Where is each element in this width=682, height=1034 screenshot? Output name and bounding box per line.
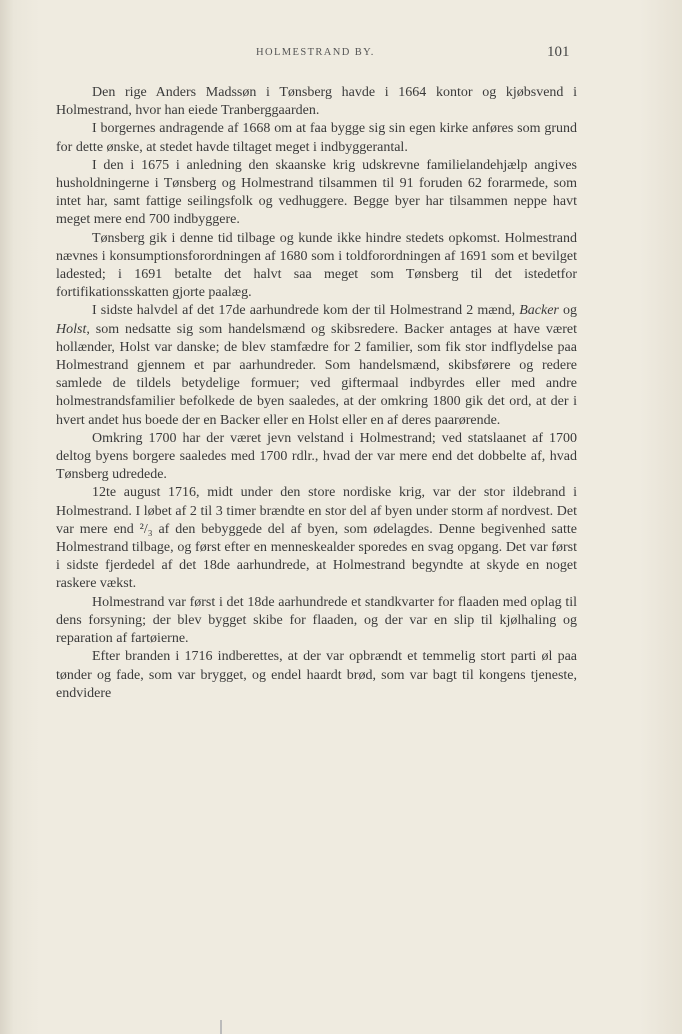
paragraph: 12te august 1716, midt under den store nordiske krig, var der stor ildebrand i Holmestrand. I løbet af 2 til 3 timer brændte en stor del af byen under storm af nordvest. Det var mere end ²/₃ af den bebyggede del af byen, som ødelagdes. Denne begivenhed satte Holmestrand tilbage, og først efter en menneskealder sporedes en svag opgang. Det var først i sidste fjerdedel af det 18de aarhundrede, at Holmestrand begyndte at skyde en noget raskere vækst. — [56, 485, 577, 592]
name-holst: Holst — [56, 321, 87, 337]
paragraph: Tønsberg gik i denne tid tilbage og kunde ikke hindre stedets opkomst. Holmestrand nævnes i konsumptionsforordningen af 1680 som i toldforordningen af 1691 som et bevilget ladested; i 1691 betalte det halvt saa meget som Tønsberg til det istedetfor fortifikationsskatten gjorte paalæg. — [56, 230, 577, 301]
paragraph: Den rige Anders Madssøn i Tønsberg havde i 1664 kontor og kjøbsvend i Holmestrand, hvor han eiede Tranberggaarden. — [56, 85, 577, 119]
paragraph: Holmestrand var først i det 18de aarhundrede et standkvarter for flaaden med oplag til dens forsyning; der blev bygget skibe for flaaden, og der var en slip til kjølhaling og reparation af fartøierne. — [56, 594, 577, 647]
body-text — [56, 84, 577, 703]
paragraph: Omkring 1700 har der været jevn velstand i Holmestrand; ved statslaanet af 1700 deltog byens borgere saaledes med 1700 rdlr., hvad der var mere end det dobbelte af, hvad Tønsberg udredede. — [56, 430, 577, 483]
running-head: HOLMESTRAND BY. — [256, 47, 375, 58]
paragraph: I den i 1675 i anledning den skaanske krig udskrevne familielandehjælp angives husholdningerne i Tønsberg og Holmestrand tilsammen til 91 foruden 62 forarmede, som intet har, samt fattige seilingsfolk og vedhuggere. Begge byer har tilsammen neppe havt meget mere end 700 indbyggere. — [56, 157, 577, 228]
page-number: 101 — [547, 44, 570, 60]
page-header — [0, 44, 682, 67]
paragraph-text: I sidste halvdel af det 17de aarhundrede kom der til Holmestrand 2 mænd, — [92, 303, 520, 319]
page-edge-mark — [220, 1020, 222, 1034]
name-backer: Backer — [519, 303, 559, 319]
paragraph-text: , som nedsatte sig som handelsmænd og skibsredere. Backer antages at have været hollænder, Holst var danske; de blev stamfædre for 2 familier, som fik stor indflydelse paa Holmestrand gjennem et par aarhundreder. Som handelsmænd, skibsførere og redere samlede de tildels betydelige formuer; ved giftermaal indbyrdes eller med andre holmestrandsfamilier befolkede de byen saaledes, at der omkring 1800 gik det ord, at der i hvert andet hus boede der en Backer eller en Holst eller en af deres paarørende. — [56, 321, 577, 428]
paragraph-text: og — [558, 303, 577, 319]
paragraph: Efter branden i 1716 indberettes, at der var opbrændt et temmelig stort parti øl paa tønder og fade, som var brygget, og endel haardt brød, som var bagt til kongens tjeneste, endvidere — [56, 649, 577, 701]
paragraph — [56, 302, 577, 429]
paragraph: I borgernes andragende af 1668 om at faa bygge sig sin egen kirke anføres som grund for dette ønske, at stedet havde tiltaget meget i indbyggerantal. — [56, 121, 577, 155]
